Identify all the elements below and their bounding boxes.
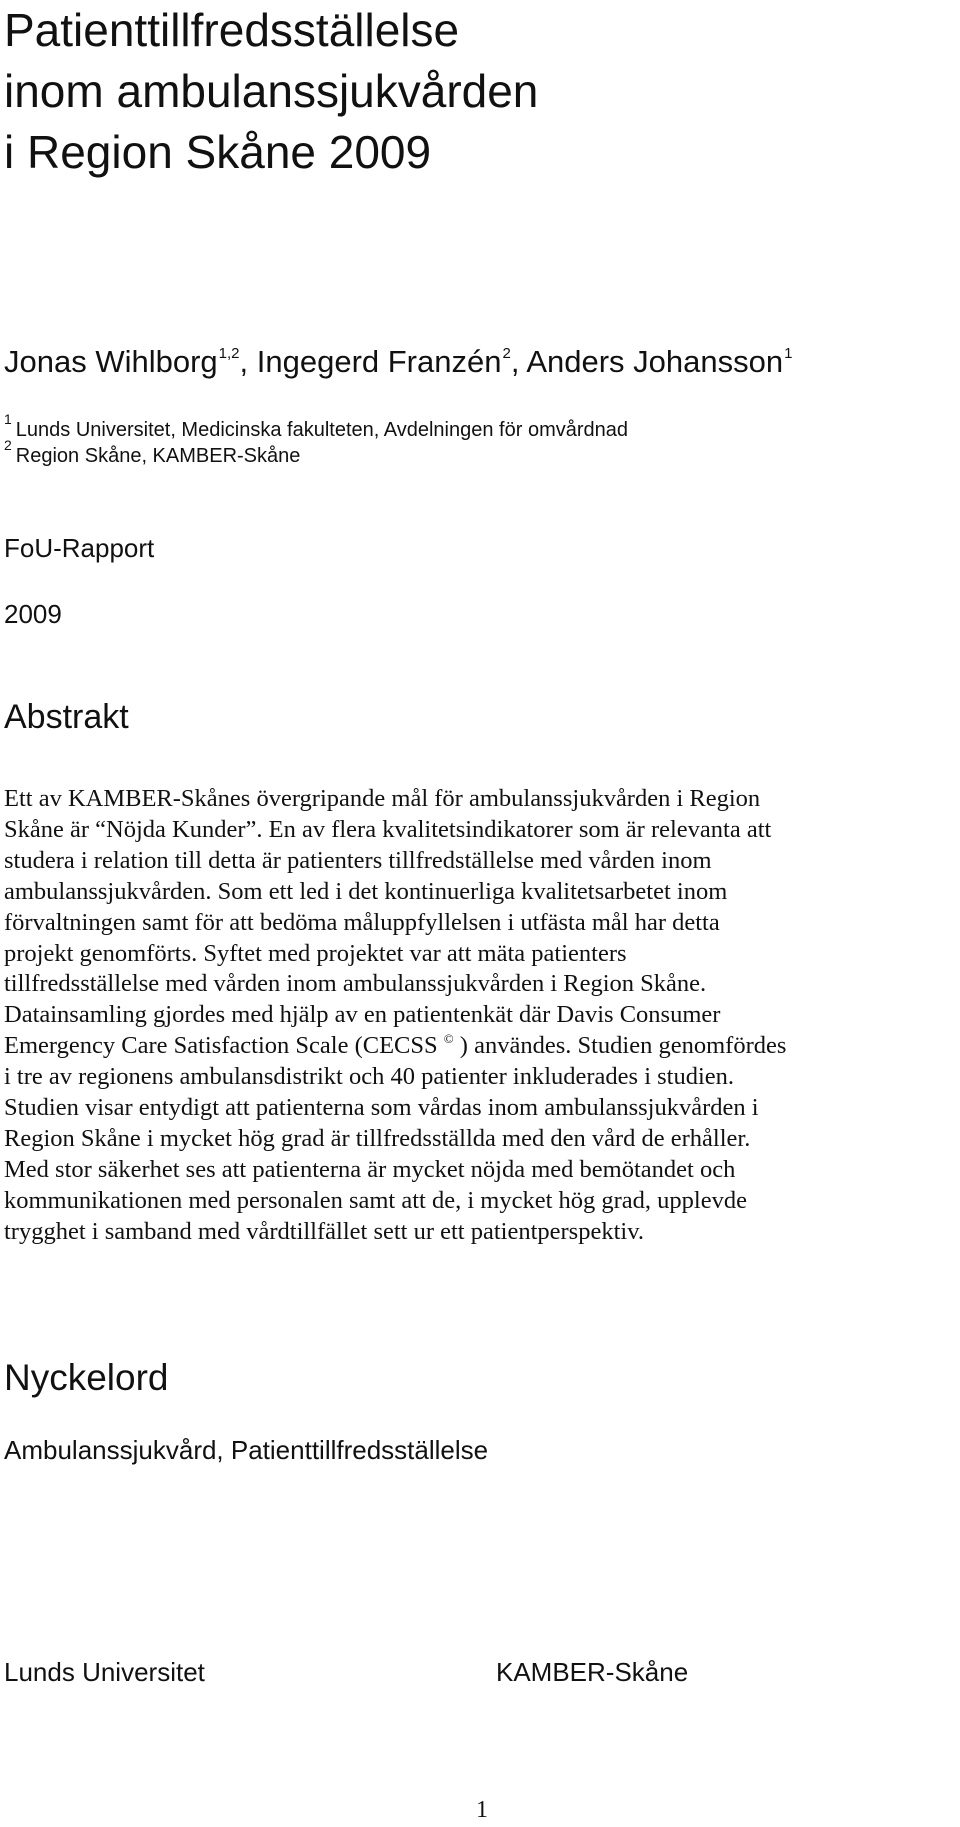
title-line: inom ambulanssjukvården [4,65,539,117]
affiliation-text: Region Skåne, KAMBER-Skåne [15,445,301,467]
author-separator: , [510,344,527,379]
abstract-line: förvaltningen samt för att bedöma måluppfyllelsen i utfästa mål har detta [4,908,720,936]
abstract-body [4,784,952,1248]
author-name: Ingegerd Franzén [256,344,502,379]
abstract-line: ambulanssjukvården. Som ett led i det kontinuerliga kvalitetsarbetet inom [4,877,728,905]
abstract-line: kommunikationen med personalen samt att de, i mycket hög grad, upplevde [4,1186,747,1214]
title-line: Patienttillfredsställelse [4,4,460,56]
footer-institution-left: Lunds Universitet [4,1657,205,1687]
author-separator: , [239,344,257,379]
abstract-line: Skåne är “Nöjda Kunder”. En av flera kvalitetsindikatorer som är relevanta att [4,815,772,843]
abstract-line [4,1031,952,1062]
abstract-line-segment: Emergency Care Satisfaction Scale (CECSS [4,1032,438,1060]
abstract-line-segment: ) användes. Studien genomfördes [453,1032,787,1060]
affiliation [4,437,301,469]
affiliation-text: Lunds Universitet, Medicinska fakulteten, Avdelningen för omvårdnad [15,419,629,441]
author-affiliation-marker: 1,2 [218,345,240,362]
author-name: Jonas Wihlborg [4,344,218,379]
author-name: Anders Johansson [526,344,784,379]
author-affiliation-marker: 1 [784,345,793,362]
author-affiliation-marker: 2 [502,345,511,362]
author-list [4,342,792,382]
title-line: i Region Skåne 2009 [4,126,432,178]
footer-institution-right: KAMBER-Skåne [496,1657,689,1687]
abstract-line: studera i relation till detta är patienters tillfredställelse med vården inom [4,846,712,874]
affiliation-marker: 2 [4,437,12,453]
abstract-line: i tre av regionens ambulansdistrikt och 40 patienter inkluderades i studien. [4,1063,735,1091]
affiliation-marker: 1 [4,411,12,427]
keywords-text: Ambulanssjukvård, Patienttillfredsställelse [4,1435,489,1465]
abstract-line: Datainsamling gjordes med hjälp av en patientenkät där Davis Consumer [4,1001,721,1029]
affiliation [4,411,629,443]
abstract-line: Studien visar entydigt att patienterna som vårdas inom ambulanssjukvården i [4,1094,759,1122]
copyright-symbol: © [443,1031,454,1047]
abstract-line: trygghet i samband med vårdtillfället sett ur ett patientperspektiv. [4,1217,644,1245]
report-year: 2009 [4,599,62,629]
abstract-line: Med stor säkerhet ses att patienterna är mycket nöjda med bemötandet och [4,1155,736,1183]
report-type: FoU-Rapport [4,533,155,563]
abstract-line: projekt genomförts. Syftet med projektet var att mäta patienters [4,939,627,967]
keywords-heading: Nyckelord [4,1357,169,1398]
abstract-line: Region Skåne i mycket hög grad är tillfredsställda med den vård de erhåller. [4,1124,751,1152]
abstract-line: tillfredsställelse med vården inom ambulanssjukvården i Region Skåne. [4,970,707,998]
document-title [4,0,944,183]
abstract-heading: Abstrakt [4,698,129,736]
page-number: 1 [476,1797,488,1823]
abstract-line: Ett av KAMBER-Skånes övergripande mål för ambulanssjukvården i Region [4,785,761,812]
